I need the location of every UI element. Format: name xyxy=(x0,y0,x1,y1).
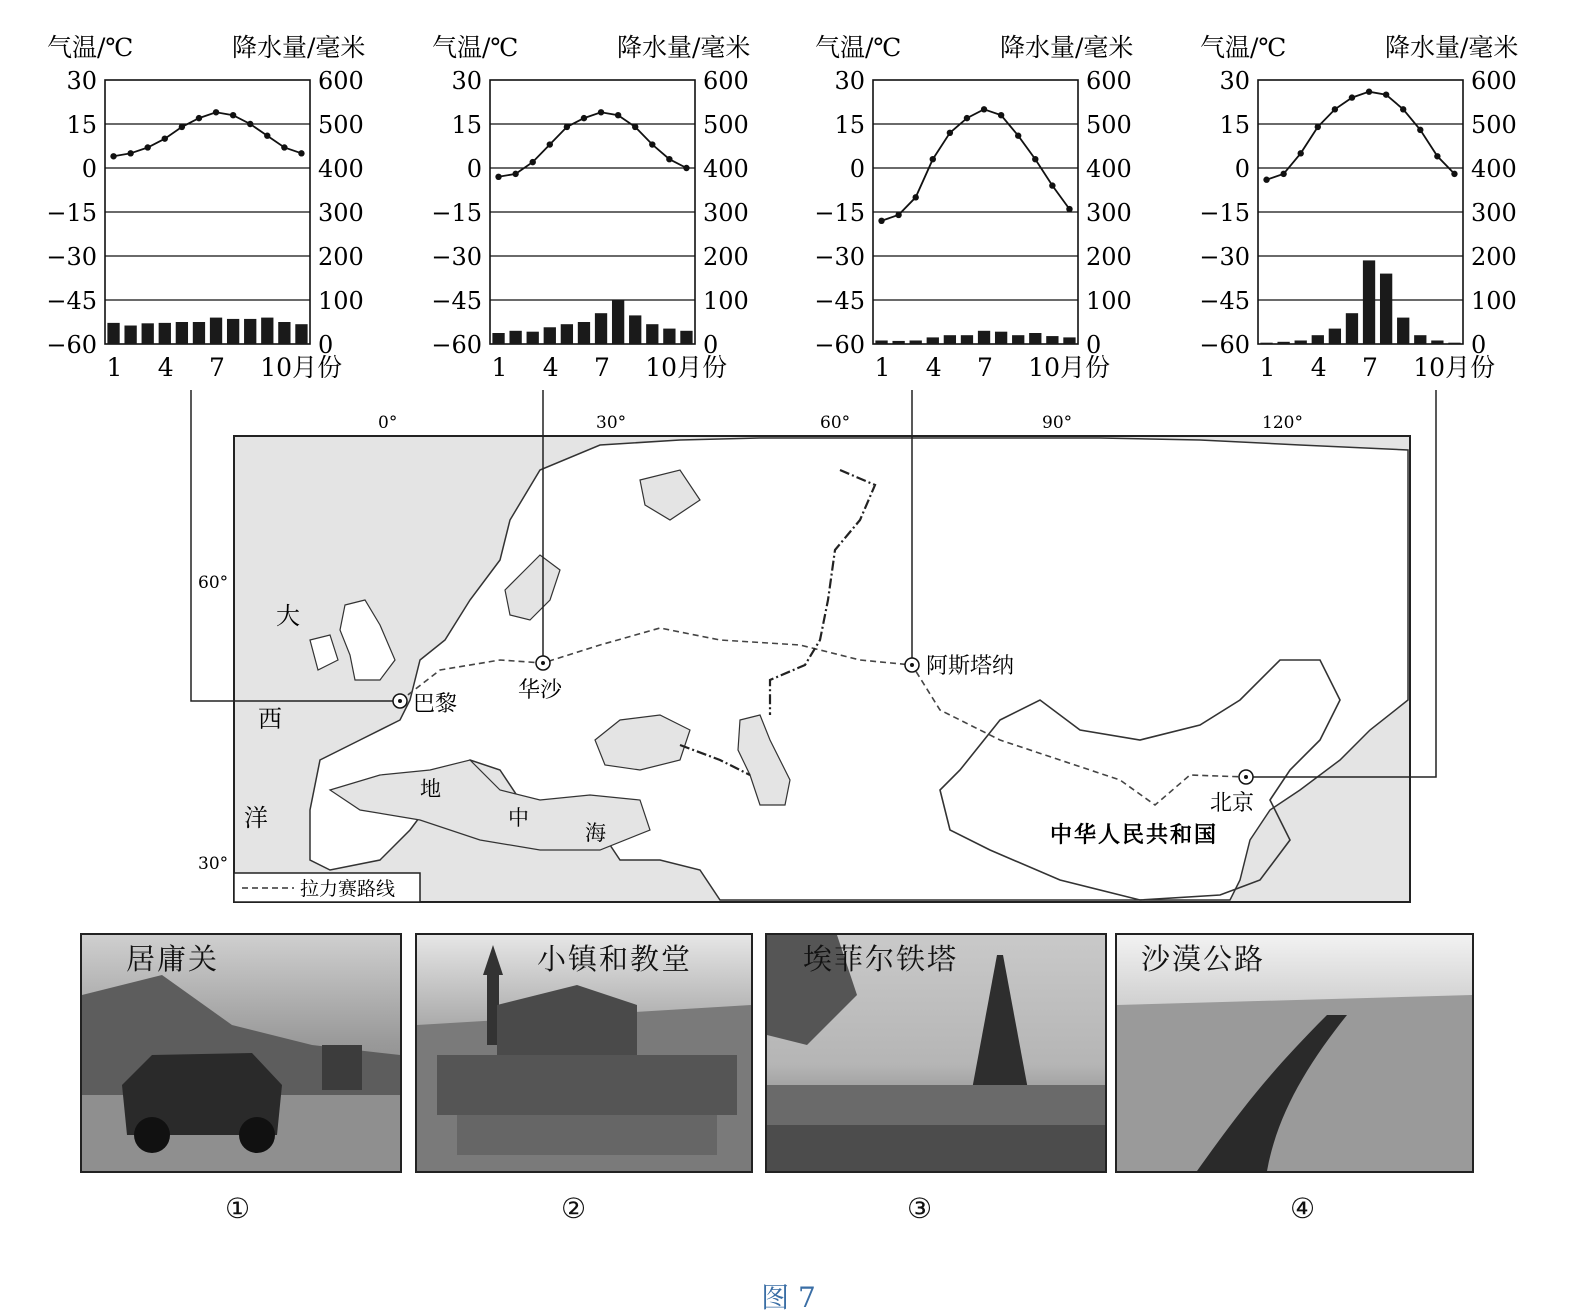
temp-axis-label: 气温/℃ xyxy=(432,33,519,62)
precip-axis-label: 降水量/毫米 xyxy=(617,33,751,62)
photo-number: ① xyxy=(225,1192,251,1225)
x-tick-label: 10月份 xyxy=(1028,353,1111,382)
precip-tick-label: 500 xyxy=(1471,111,1517,139)
x-tick-label: 10月份 xyxy=(645,353,728,382)
precip-tick-label: 200 xyxy=(1086,243,1132,271)
temp-tick-label: −30 xyxy=(814,243,865,271)
precip-tick-label: 500 xyxy=(318,111,364,139)
temp-tick-label: −60 xyxy=(431,331,482,359)
x-tick-label: 10月份 xyxy=(260,353,343,382)
photo-number: ② xyxy=(561,1192,587,1225)
precip-tick-label: 600 xyxy=(703,67,749,95)
precip-tick-label: 600 xyxy=(318,67,364,95)
precip-tick-label: 600 xyxy=(1086,67,1132,95)
photo-caption: 小镇和教堂 xyxy=(537,942,693,976)
precip-tick-label: 100 xyxy=(1086,287,1132,315)
photo-eiffel-tower xyxy=(765,933,1107,1173)
photo-desert-road xyxy=(1115,933,1474,1173)
x-tick-label: 7 xyxy=(977,353,993,382)
temp-tick-label: −30 xyxy=(46,243,97,271)
precip-tick-label: 400 xyxy=(1086,155,1132,183)
precip-tick-label: 200 xyxy=(318,243,364,271)
precip-tick-label: 500 xyxy=(1086,111,1132,139)
precip-tick-label: 200 xyxy=(703,243,749,271)
temp-axis-label: 气温/℃ xyxy=(1200,33,1287,62)
temp-axis-label: 气温/℃ xyxy=(47,33,134,62)
temp-tick-label: 0 xyxy=(1234,155,1250,183)
x-tick-label: 10月份 xyxy=(1413,353,1496,382)
precip-axis-label: 降水量/毫米 xyxy=(1000,33,1134,62)
lon-label: 30° xyxy=(596,413,627,433)
paris-marker xyxy=(393,694,407,708)
astana-marker xyxy=(905,658,919,672)
precip-tick-label: 300 xyxy=(1086,199,1132,227)
photo-juyongguan xyxy=(80,933,402,1173)
temp-tick-label: 0 xyxy=(849,155,865,183)
x-tick-label: 4 xyxy=(1310,353,1327,382)
temp-tick-label: −45 xyxy=(431,287,482,315)
temp-tick-label: −60 xyxy=(814,331,865,359)
temp-tick-label: 30 xyxy=(66,67,97,95)
precip-tick-label: 100 xyxy=(1471,287,1517,315)
x-tick-label: 1 xyxy=(1259,353,1276,382)
temp-tick-label: 30 xyxy=(1219,67,1250,95)
temp-tick-label: −45 xyxy=(814,287,865,315)
lat-label: 60° xyxy=(198,573,229,593)
precip-tick-label: 0 xyxy=(703,331,719,359)
precip-tick-label: 400 xyxy=(1471,155,1517,183)
photo-number: ④ xyxy=(1290,1192,1316,1225)
atlantic-label: 西 xyxy=(258,705,282,733)
atlantic-label: 大 xyxy=(276,602,300,630)
photo-caption: 沙漠公路 xyxy=(1141,942,1266,976)
temp-tick-label: −15 xyxy=(431,199,482,227)
temp-tick-label: −15 xyxy=(814,199,865,227)
precip-tick-label: 200 xyxy=(1471,243,1517,271)
beijing-marker xyxy=(1239,770,1253,784)
figure-caption: 图 7 xyxy=(761,1281,816,1314)
temp-tick-label: −45 xyxy=(46,287,97,315)
city-label-astana: 阿斯塔纳 xyxy=(926,654,1015,679)
x-tick-label: 4 xyxy=(542,353,559,382)
x-tick-label: 7 xyxy=(209,353,225,382)
photo-caption: 埃菲尔铁塔 xyxy=(803,942,959,976)
x-tick-label: 7 xyxy=(594,353,610,382)
temp-tick-label: −30 xyxy=(1199,243,1250,271)
temp-tick-label: −60 xyxy=(1199,331,1250,359)
precip-tick-label: 300 xyxy=(703,199,749,227)
photo-town-church xyxy=(415,933,753,1173)
x-tick-label: 7 xyxy=(1362,353,1378,382)
x-tick-label: 1 xyxy=(106,353,123,382)
photo-caption: 居庸关 xyxy=(126,942,220,976)
x-tick-label: 1 xyxy=(874,353,891,382)
temp-tick-label: 0 xyxy=(466,155,482,183)
lon-label: 60° xyxy=(820,413,851,433)
legend-label: 拉力赛路线 xyxy=(300,878,396,900)
x-tick-label: 4 xyxy=(157,353,174,382)
precip-tick-label: 100 xyxy=(703,287,749,315)
precip-tick-label: 300 xyxy=(1471,199,1517,227)
precip-tick-label: 400 xyxy=(318,155,364,183)
precip-tick-label: 0 xyxy=(318,331,334,359)
mediterranean-label: 地 xyxy=(420,777,441,801)
temp-tick-label: −15 xyxy=(1199,199,1250,227)
warsaw-marker xyxy=(536,656,550,670)
temp-tick-label: 30 xyxy=(451,67,482,95)
lon-label: 120° xyxy=(1262,413,1303,433)
temp-tick-label: −15 xyxy=(46,199,97,227)
temp-tick-label: 30 xyxy=(834,67,865,95)
temp-tick-label: 15 xyxy=(834,111,865,139)
temp-tick-label: −60 xyxy=(46,331,97,359)
mediterranean-label: 中 xyxy=(508,806,529,830)
lon-label: 0° xyxy=(378,413,398,433)
precip-axis-label: 降水量/毫米 xyxy=(232,33,366,62)
photo-number: ③ xyxy=(907,1192,933,1225)
lon-label: 90° xyxy=(1042,413,1073,433)
precip-tick-label: 100 xyxy=(318,287,364,315)
temp-axis-label: 气温/℃ xyxy=(815,33,902,62)
city-label-warsaw: 华沙 xyxy=(518,678,563,703)
temp-tick-label: −30 xyxy=(431,243,482,271)
x-tick-label: 4 xyxy=(925,353,942,382)
city-label-beijing: 北京 xyxy=(1210,791,1255,816)
lat-label: 30° xyxy=(198,854,229,874)
precip-tick-label: 600 xyxy=(1471,67,1517,95)
precip-axis-label: 降水量/毫米 xyxy=(1385,33,1519,62)
temp-tick-label: −45 xyxy=(1199,287,1250,315)
temp-tick-label: 0 xyxy=(81,155,97,183)
atlantic-label: 洋 xyxy=(244,804,268,832)
x-tick-label: 1 xyxy=(491,353,508,382)
precip-tick-label: 0 xyxy=(1471,331,1487,359)
precip-tick-label: 500 xyxy=(703,111,749,139)
city-label-paris: 巴黎 xyxy=(413,692,458,717)
precip-tick-label: 0 xyxy=(1086,331,1102,359)
temp-tick-label: 15 xyxy=(66,111,97,139)
temp-tick-label: 15 xyxy=(1219,111,1250,139)
precip-tick-label: 400 xyxy=(703,155,749,183)
precip-tick-label: 300 xyxy=(318,199,364,227)
temp-tick-label: 15 xyxy=(451,111,482,139)
mediterranean-label: 海 xyxy=(585,821,606,845)
country-label: 中华人民共和国 xyxy=(1050,822,1219,848)
